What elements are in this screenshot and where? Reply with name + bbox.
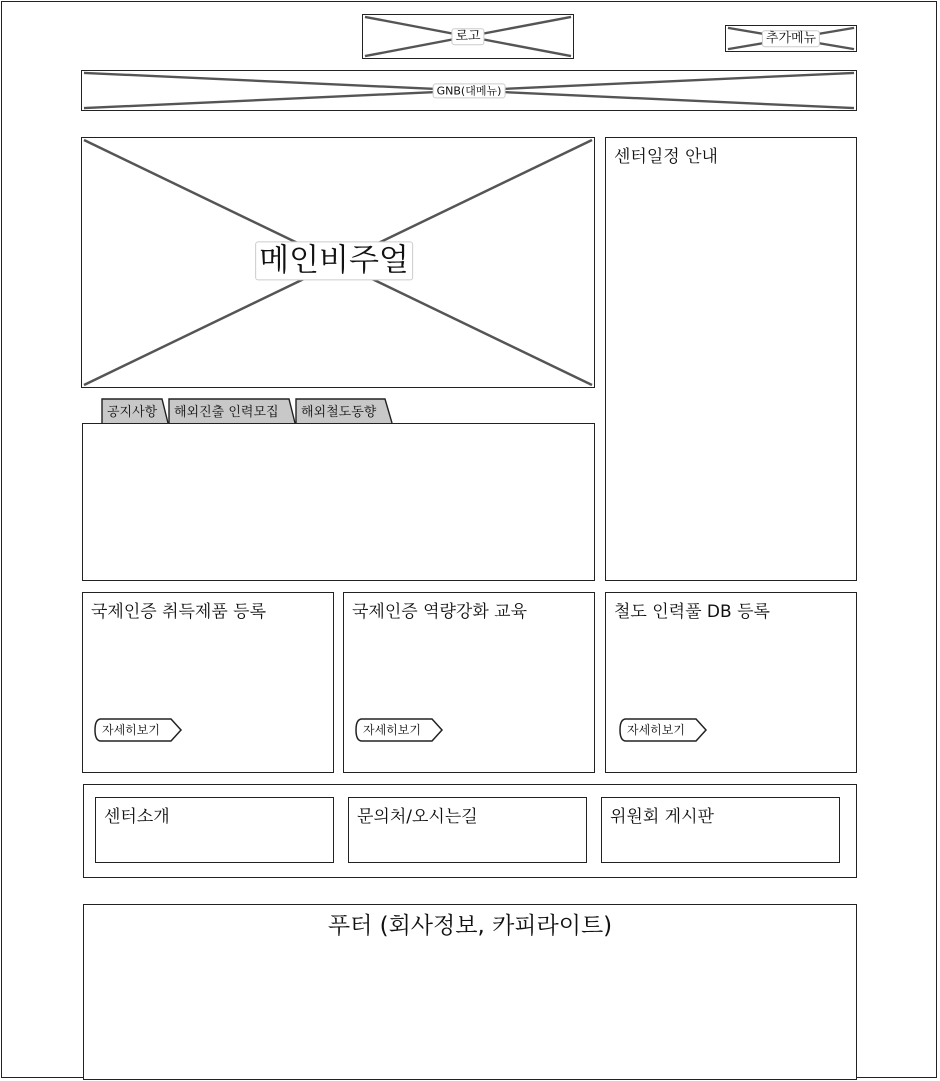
card-title: 국제인증 취득제품 등록	[91, 602, 267, 622]
extra-menu-label: 추가메뉴	[762, 30, 820, 48]
quick-link-center-intro[interactable]	[95, 797, 334, 863]
tab-label: 공지사항	[107, 405, 158, 420]
main-visual-label: 메인비주얼	[255, 241, 413, 280]
quick-link-label: 위원회 게시판	[610, 807, 714, 827]
main-visual-placeholder[interactable]	[81, 137, 595, 388]
quick-link-label: 문의처/오시는길	[357, 807, 478, 827]
gnb-placeholder[interactable]	[81, 70, 857, 111]
card-railway-talent-db	[605, 592, 857, 773]
tab-notice[interactable]	[101, 398, 169, 423]
logo-label: 로고	[451, 28, 484, 46]
tab-label: 해외철도동향	[301, 405, 377, 420]
logo-placeholder[interactable]	[362, 14, 574, 59]
footer-title: 푸터 (회사정보, 카피라이트)	[327, 913, 613, 939]
more-button[interactable]: 자세히보기	[619, 718, 709, 742]
schedule-title: 센터일정 안내	[614, 147, 718, 167]
more-button[interactable]: 자세히보기	[94, 718, 184, 742]
tab-content-panel	[82, 423, 595, 581]
footer-panel	[83, 904, 857, 1080]
more-button[interactable]: 자세히보기	[355, 718, 445, 742]
gnb-label: GNB(대메뉴)	[433, 83, 506, 98]
card-title: 국제인증 역량강화 교육	[352, 602, 528, 622]
schedule-panel	[605, 137, 857, 581]
card-certified-product-registration	[82, 592, 334, 773]
tab-overseas-recruit[interactable]	[168, 398, 296, 423]
quick-link-committee-board[interactable]	[601, 797, 840, 863]
extra-menu-placeholder[interactable]	[725, 25, 857, 52]
tab-overseas-railway-trends[interactable]	[295, 398, 393, 423]
quick-link-contact-directions[interactable]	[348, 797, 587, 863]
card-title: 철도 인력풀 DB 등록	[614, 602, 770, 622]
tab-label: 해외진출 인력모집	[174, 405, 279, 420]
card-certification-training	[343, 592, 595, 773]
quick-link-label: 센터소개	[104, 807, 170, 827]
